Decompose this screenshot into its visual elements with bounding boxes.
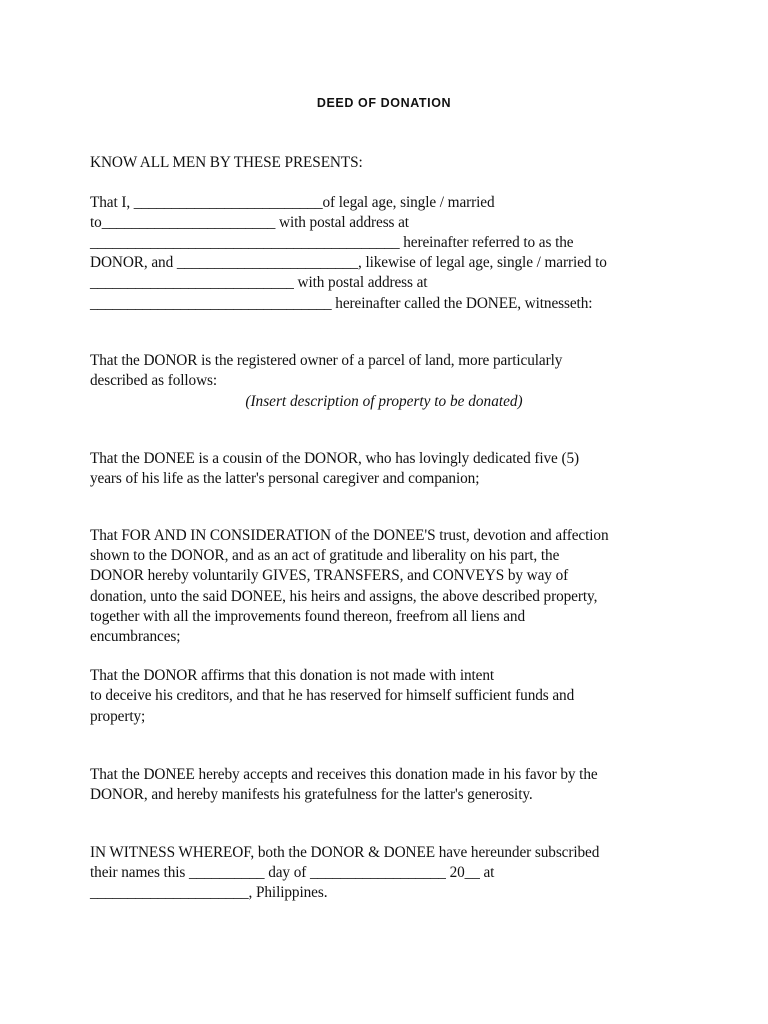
consideration-line-1: That FOR AND IN CONSIDERATION of the DONEE'S trust, devotion and affection (90, 527, 609, 544)
witness-line-1: IN WITNESS WHEREOF, both the DONOR & DONEE have hereunder subscribed (90, 844, 600, 861)
consideration-line-5: together with all the improvements found thereon, freefrom all liens and (90, 608, 525, 625)
consideration-line-3: DONOR hereby voluntarily GIVES, TRANSFERS, and CONVEYS by way of (90, 567, 569, 584)
consideration-line-6: encumbrances; (90, 628, 181, 645)
parties-line-5: ___________________________ with postal address at (90, 274, 428, 291)
parties-line-6: ________________________________ hereinafter called the DONEE, witnesseth: (90, 295, 593, 312)
preamble: KNOW ALL MEN BY THESE PRESENTS: (90, 154, 363, 171)
document-title: DEED OF DONATION (316, 96, 452, 110)
property-placeholder: (Insert description of property to be donated) (245, 393, 523, 410)
affirmation-line-2: to deceive his creditors, and that he has reserved for himself sufficient funds and (90, 687, 575, 704)
ownership-line-2: described as follows: (90, 372, 218, 389)
relationship-line-2: years of his life as the latter's personal caregiver and companion; (90, 470, 480, 487)
ownership-line-1: That the DONOR is the registered owner of a parcel of land, more particularly (90, 352, 563, 369)
relationship-line-1: That the DONEE is a cousin of the DONOR, who has lovingly dedicated five (5) (90, 450, 580, 467)
affirmation-line-1: That the DONOR affirms that this donation is not made with intent (90, 667, 495, 684)
parties-line-2: to_______________________ with postal address at (90, 214, 409, 231)
acceptance-line-2: DONOR, and hereby manifests his gratefulness for the latter's generosity. (90, 786, 533, 803)
consideration-line-4: donation, unto the said DONEE, his heirs and assigns, the above described property, (90, 588, 598, 605)
witness-line-3: _____________________, Philippines. (90, 884, 328, 901)
consideration-line-2: shown to the DONOR, and as an act of gratitude and liberality on his part, the (90, 547, 560, 564)
parties-line-1: That I, _________________________of legal age, single / married (90, 194, 495, 211)
affirmation-line-3: property; (90, 708, 146, 725)
parties-line-4: DONOR, and ________________________, likewise of legal age, single / married to (90, 254, 607, 271)
parties-line-3: _________________________________________ hereinafter referred to as the (90, 234, 574, 251)
witness-line-2: their names this __________ day of __________________ 20__ at (90, 864, 495, 881)
acceptance-line-1: That the DONEE hereby accepts and receives this donation made in his favor by the (90, 766, 598, 783)
